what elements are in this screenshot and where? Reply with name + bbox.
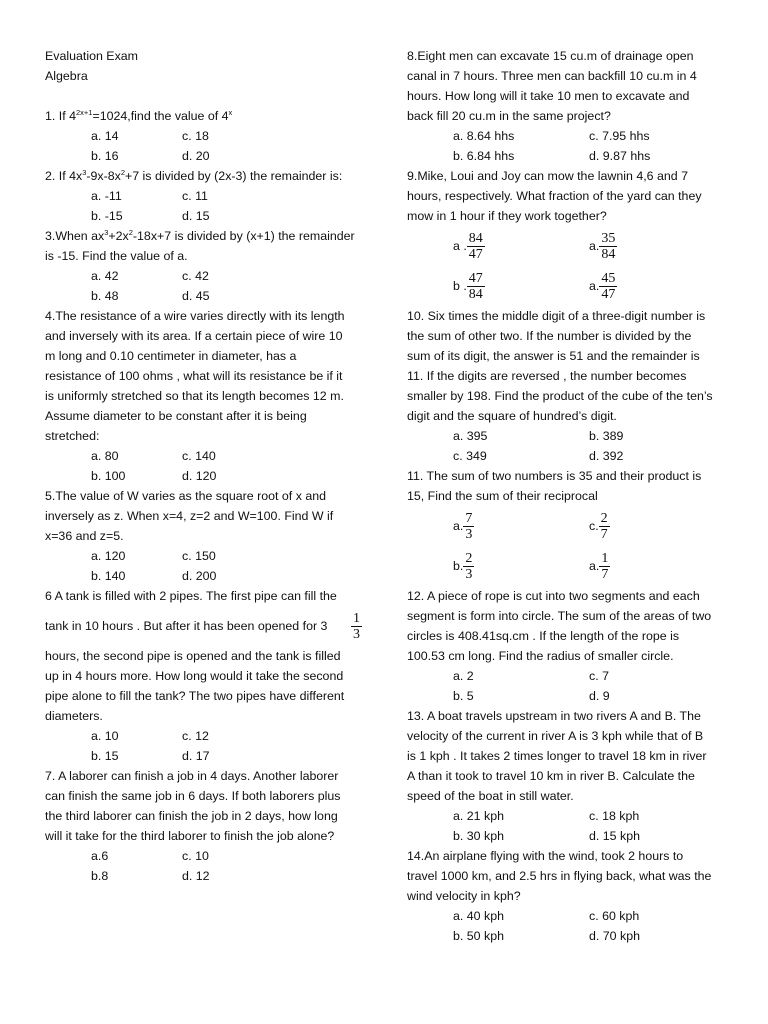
question-11-options (453, 506, 722, 586)
fraction-one-third: $\frac{1}{3}$ (353, 610, 360, 642)
question-2: 2. If $4x^3-9x-8x^2+7$ is divided by (2x-3) the remainder is: (45, 168, 343, 183)
fraction: $\frac{45}{47}$ (601, 270, 616, 302)
question-line: 15, Find the sum of their reciprocal (407, 489, 598, 503)
question-line: 11. The sum of two numbers is 35 and their product is (407, 469, 702, 483)
option[interactable]: b. 6.84 hhs (453, 149, 515, 163)
option[interactable]: b . $\frac{47}{84}$ (453, 270, 483, 302)
question-line: travel 1000 km, and 2.5 hrs in flying back, what was the (407, 869, 712, 883)
left-column (45, 46, 362, 886)
question-line: 6 A tank is filled with 2 pipes. The first pipe can fill the (45, 589, 337, 603)
question-7-options (91, 846, 362, 886)
spacer (45, 86, 362, 106)
fraction: $\frac{2}{7}$ (600, 510, 608, 542)
question-line: segment is form into circle. The sum of the areas of two (407, 609, 712, 623)
question-9 (407, 166, 722, 226)
option[interactable]: a. $\frac{7}{3}$ (453, 510, 473, 542)
option[interactable]: b. 389 (589, 429, 624, 443)
option[interactable]: b. 100 (91, 469, 126, 483)
question-4 (45, 306, 362, 446)
option[interactable]: c. 10 (182, 849, 209, 863)
option[interactable]: c. 60 kph (589, 909, 640, 923)
question-10 (407, 306, 722, 426)
question-line: m long and 0.10 centimeter in diameter, has a (45, 349, 297, 363)
option[interactable]: c. 42 (182, 269, 209, 283)
option[interactable]: d. 15 kph (589, 829, 640, 843)
question-4-options (91, 446, 362, 486)
option[interactable]: a. 120 (91, 549, 126, 563)
question-line: 5.The value of W varies as the square root of x and (45, 489, 327, 503)
question-line: mow in 1 hour if they work together? (407, 209, 607, 223)
question-10-options (453, 426, 722, 466)
option[interactable]: a. 80 (91, 449, 119, 463)
option[interactable]: b.8 (91, 869, 109, 883)
question-line: speed of the boat in still water. (407, 789, 574, 803)
question-line: digit and the square of hundred’s digit. (407, 409, 617, 423)
option[interactable]: d. 70 kph (589, 929, 640, 943)
option[interactable]: b. $\frac{2}{3}$ (453, 550, 473, 582)
question-line: velocity of the current in river A is 3 kph while that of B (407, 729, 704, 743)
option[interactable]: b. -15 (91, 209, 123, 223)
question-line: and inversely with its area. If a certain piece of wire 10 (45, 329, 343, 343)
question-1: 1. If $4^{2x+1}=1024,find$ the value of 4$^x$ (45, 108, 233, 123)
option[interactable]: d. 20 (182, 149, 210, 163)
option[interactable]: c. 11 (182, 189, 208, 203)
question-line: resistance of 100 ohms , what will its resistance be if it (45, 369, 343, 383)
option[interactable]: a. 14 (91, 129, 119, 143)
option[interactable]: b. 48 (91, 289, 119, 303)
question-line: wind velocity in kph? (407, 889, 521, 903)
fraction: $\frac{47}{84}$ (468, 270, 483, 302)
question-line: sum of its digit, the answer is 51 and the remainder is (407, 349, 700, 363)
question-line: back fill 20 cu.m in the same project? (407, 109, 611, 123)
option[interactable]: d. 15 (182, 209, 210, 223)
question-line: 100.53 cm long. Find the radius of smaller circle. (407, 649, 674, 663)
question-line: circles is 408.41sq.cm . If the length of the rope is (407, 629, 680, 643)
question-line: the third laborer can finish the job in 2 days, how long (45, 809, 338, 823)
option[interactable]: c. 12 (182, 729, 209, 743)
option[interactable]: a. 395 (453, 429, 488, 443)
question-14-options (453, 906, 722, 946)
option[interactable]: a. $\frac{45}{47}$ (589, 270, 616, 302)
option[interactable]: b. 16 (91, 149, 119, 163)
option[interactable]: a. 8.64 hhs (453, 129, 515, 143)
question-line: up in 4 hours more. How long would it take the second (45, 669, 344, 683)
question-5 (45, 486, 362, 546)
option[interactable]: c. 7 (589, 669, 609, 683)
question-12 (407, 586, 722, 666)
question-line: 14.An airplane flying with the wind, took 2 hours to (407, 849, 684, 863)
option[interactable]: a. $\frac{1}{7}$ (589, 550, 609, 582)
question-line: is uniformly stretched so that its length becomes 12 m. (45, 389, 344, 403)
question-line: 9.Mike, Loui and Joy can mow the lawnin 4,6 and 7 (407, 169, 689, 183)
question-5-options (91, 546, 362, 586)
question-3-options (91, 266, 362, 306)
option[interactable]: b. 140 (91, 569, 126, 583)
question-line: can finish the same job in 6 days. If both laborers plus (45, 789, 341, 803)
question-line-mixed (45, 606, 362, 646)
question-line: 4.The resistance of a wire varies directly with its length (45, 309, 345, 323)
exam-subject: Algebra (45, 69, 88, 83)
option[interactable]: c. 150 (182, 549, 216, 563)
option[interactable]: a. 2 (453, 669, 474, 683)
question-line: tank in 10 hours . But after it has been opened for 3 (45, 619, 328, 633)
option[interactable]: b. 30 kph (453, 829, 504, 843)
option[interactable]: d. 392 (589, 449, 624, 463)
question-line: inversely as z. When x=4, z=2 and W=100. Find W if (45, 509, 334, 523)
option[interactable]: b. 5 (453, 689, 474, 703)
option[interactable]: a. 21 kph (453, 809, 504, 823)
question-line: will it take for the third laborer to finish the job alone? (45, 829, 335, 843)
option[interactable]: d. 200 (182, 569, 217, 583)
question-line: hours. How long will it take 10 men to excavate and (407, 89, 690, 103)
question-6-options (91, 726, 362, 766)
question-3: 3.When $ax^3+2x^2-18x+7$ is divided by (x+1) the remainder (45, 228, 355, 243)
option[interactable]: a. 42 (91, 269, 119, 283)
question-1-options (91, 126, 362, 166)
option[interactable]: a. -11 (91, 189, 122, 203)
question-13-options (453, 806, 722, 846)
right-column (407, 46, 722, 946)
fraction: $\frac{84}{47}$ (468, 230, 483, 262)
option[interactable]: d. 45 (182, 289, 210, 303)
question-line: A than it took to travel 10 km in river B. Calculate the (407, 769, 695, 783)
question-3-line: is -15. Find the value of a. (45, 249, 188, 263)
question-line: 8.Eight men can excavate 15 cu.m of drainage open (407, 49, 694, 63)
option[interactable]: d. 120 (182, 469, 217, 483)
question-line: diameters. (45, 709, 103, 723)
question-line: 12. A piece of rope is cut into two segments and each (407, 589, 700, 603)
question-line: is 1 kph . It takes 2 times longer to travel 18 km in river (407, 749, 707, 763)
option[interactable]: c. 140 (182, 449, 216, 463)
question-7 (45, 766, 362, 846)
question-line: hours, the second pipe is opened and the tank is filled (45, 649, 341, 663)
question-12-options (453, 666, 722, 706)
question-line: the sum of other two. If the number is divided by the (407, 329, 692, 343)
option[interactable]: a . $\frac{84}{47}$ (453, 230, 483, 262)
question-line: smaller by 198. Find the product of the cube of the ten’s (407, 389, 713, 403)
question-2-options (91, 186, 362, 226)
option[interactable]: b. 15 (91, 749, 119, 763)
option[interactable]: d. 9.87 hhs (589, 149, 651, 163)
option[interactable]: a. $\frac{35}{84}$ (589, 230, 616, 262)
fraction: $\frac{1}{7}$ (601, 550, 609, 582)
option[interactable]: d. 9 (589, 689, 610, 703)
option[interactable]: d. 17 (182, 749, 210, 763)
question-8 (407, 46, 722, 126)
question-line: 13. A boat travels upstream in two rivers A and B. The (407, 709, 701, 723)
question-line: pipe alone to fill the tank? The two pipes have different (45, 689, 345, 703)
option[interactable]: b. 50 kph (453, 929, 504, 943)
question-line: canal in 7 hours. Three men can backfill 10 cu.m in 4 (407, 69, 697, 83)
question-line: Assume diameter to be constant after it is being (45, 409, 307, 423)
option[interactable]: d. 12 (182, 869, 210, 883)
question-6 (45, 586, 362, 726)
fraction: $\frac{2}{3}$ (465, 550, 473, 582)
question-11 (407, 466, 722, 506)
option[interactable]: c. 18 kph (589, 809, 640, 823)
question-14 (407, 846, 722, 906)
option[interactable]: c. 349 (453, 449, 487, 463)
question-9-options (453, 226, 722, 306)
question-line: stretched: (45, 429, 100, 443)
fraction: $\frac{35}{84}$ (601, 230, 616, 262)
option[interactable]: a. 40 kph (453, 909, 504, 923)
option[interactable]: c. 7.95 hhs (589, 129, 650, 143)
option[interactable]: a.6 (91, 849, 109, 863)
question-line: 11. If the digits are reversed , the number becomes (407, 369, 687, 383)
question-8-options (453, 126, 722, 166)
question-13 (407, 706, 722, 806)
question-line: 10. Six times the middle digit of a three-digit number is (407, 309, 706, 323)
fraction: $\frac{7}{3}$ (465, 510, 473, 542)
option[interactable]: a. 10 (91, 729, 119, 743)
question-line: x=36 and z=5. (45, 529, 124, 543)
option[interactable]: c. 18 (182, 129, 209, 143)
question-line: 7. A laborer can finish a job in 4 days. Another laborer (45, 769, 339, 783)
option[interactable]: c. $\frac{2}{7}$ (589, 510, 608, 542)
question-line: hours, respectively. What fraction of the yard can they (407, 189, 702, 203)
exam-title: Evaluation Exam (45, 49, 138, 63)
